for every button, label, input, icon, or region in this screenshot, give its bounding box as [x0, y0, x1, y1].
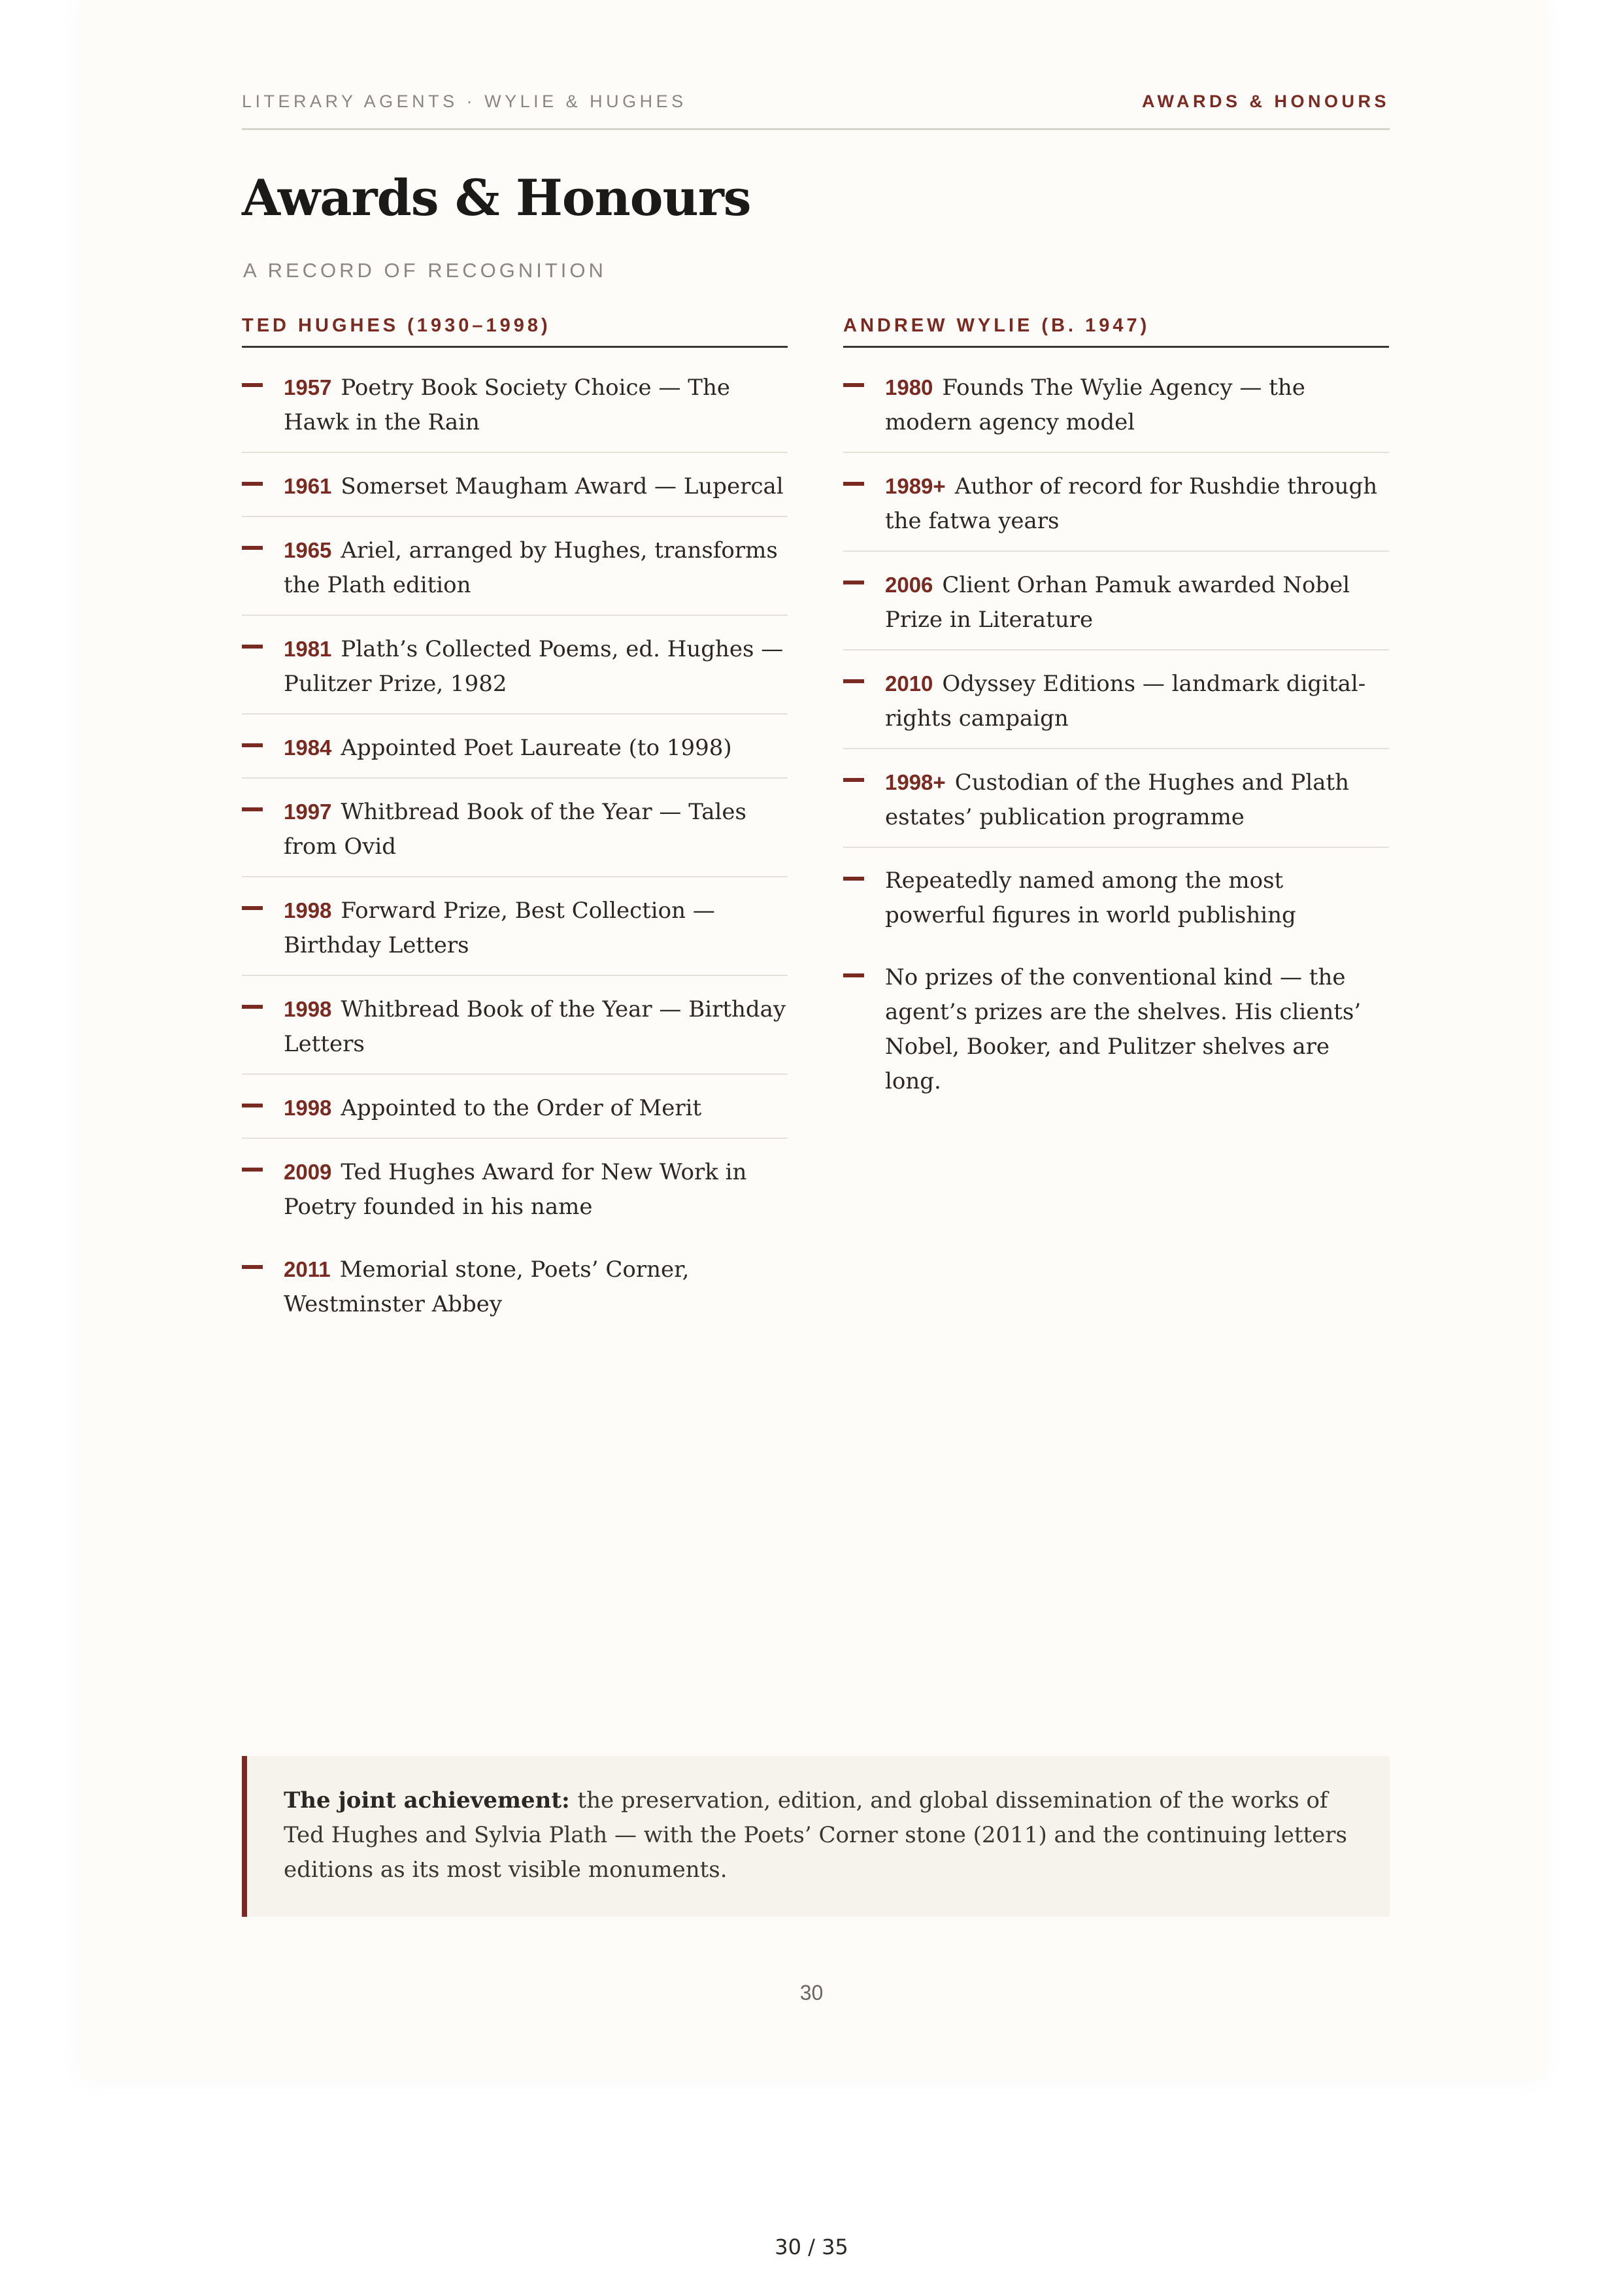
awards-list [242, 370, 788, 1334]
dash-marker [843, 482, 864, 486]
running-header-left: LITERARY AGENTS · WYLIE & HUGHES [242, 92, 687, 111]
list-item [843, 666, 1389, 749]
item-text: Repeatedly named among the most powerful figures in world publishing [885, 868, 1296, 928]
ted-hughes-column [242, 315, 788, 1349]
item-text: Memorial stone, Poets’ Corner, Westminster Abbey [284, 1257, 690, 1317]
item-text: Author of record for Rushdie through the fatwa years [885, 473, 1378, 534]
list-item [843, 567, 1389, 650]
callout-lead: The joint achievement: [284, 1787, 578, 1814]
list-item [242, 794, 788, 877]
dash-marker [242, 1005, 263, 1009]
item-year: 1981 [284, 637, 332, 661]
list-item [843, 765, 1389, 848]
item-year: 1989+ [885, 474, 946, 498]
dash-marker [242, 743, 263, 747]
item-year: 1980 [885, 375, 933, 399]
list-item [843, 469, 1389, 552]
item-text: Custodian of the Hughes and Plath estates’ publication programme [885, 769, 1350, 830]
item-text: Somerset Maugham Award — Lupercal [341, 473, 784, 499]
item-year: 1998 [284, 898, 332, 922]
item-year: 1998 [284, 1096, 332, 1120]
column-heading: ANDREW WYLIE (B. 1947) [843, 315, 1389, 348]
item-year: 2011 [284, 1257, 331, 1281]
page-number: 30 [799, 1981, 824, 2004]
item-year: 1984 [284, 735, 332, 760]
list-item [843, 864, 1389, 945]
item-year: 1998 [284, 997, 332, 1021]
list-item [242, 632, 788, 715]
callout-text: the preservation, edition, and global dissemination of the works of Ted Hughes and Sylvia Plath — with the Poets’ Corner stone (2011) and the continuing letters editions as its most visible monuments. [284, 1787, 1347, 1883]
list-item [242, 1252, 788, 1334]
item-year: 2009 [284, 1160, 332, 1184]
page-subtitle: A RECORD OF RECOGNITION [243, 259, 607, 282]
andrew-wylie-column [843, 315, 1389, 1126]
dash-marker [843, 778, 864, 782]
item-text: Poetry Book Society Choice — The Hawk in the Rain [284, 375, 730, 435]
item-text: Whitbread Book of the Year — Tales from Ovid [284, 799, 746, 860]
awards-list [843, 370, 1389, 1111]
item-year: 2006 [885, 573, 933, 597]
item-text: Ariel, arranged by Hughes, transforms the Plath edition [284, 537, 778, 598]
dash-marker [843, 581, 864, 584]
dash-marker [242, 1168, 263, 1172]
list-item [843, 960, 1389, 1111]
item-year: 1957 [284, 375, 332, 399]
dash-marker [242, 807, 263, 811]
running-header [242, 92, 1390, 130]
column-heading: TED HUGHES (1930–1998) [242, 315, 788, 348]
list-item [242, 533, 788, 616]
dash-marker [843, 383, 864, 387]
item-text: Forward Prize, Best Collection — Birthday Letters [284, 898, 715, 958]
item-text: Client Orhan Pamuk awarded Nobel Prize in Literature [885, 572, 1350, 633]
item-text: Ted Hughes Award for New Work in Poetry founded in his name [284, 1159, 747, 1220]
item-text: Appointed Poet Laureate (to 1998) [341, 735, 732, 761]
dash-marker [843, 877, 864, 881]
dash-marker [242, 546, 263, 550]
item-text: Whitbread Book of the Year — Birthday Letters [284, 996, 786, 1057]
running-header-right: AWARDS & HONOURS [1141, 92, 1390, 111]
item-year: 1965 [284, 538, 332, 562]
item-text: Founds The Wylie Agency — the modern agency model [885, 375, 1305, 435]
joint-achievement-callout [242, 1756, 1390, 1917]
dash-marker [242, 482, 263, 486]
list-item [242, 1155, 788, 1236]
item-text: No prizes of the conventional kind — the agent’s prizes are the shelves. His clients’ Nobel, Booker, and Pulitzer shelves are long. [885, 964, 1362, 1094]
dash-marker [242, 1104, 263, 1107]
item-text: Plath’s Collected Poems, ed. Hughes — Pulitzer Prize, 1982 [284, 636, 784, 697]
dash-marker [843, 679, 864, 683]
item-year: 1998+ [885, 770, 946, 794]
dash-marker [242, 1265, 263, 1269]
item-year: 1997 [284, 800, 332, 824]
dash-marker [242, 906, 263, 910]
item-text: Appointed to the Order of Merit [341, 1095, 702, 1121]
page-title: Awards & Honours [242, 169, 751, 227]
list-item [242, 730, 788, 779]
dash-marker [242, 383, 263, 387]
dash-marker [242, 645, 263, 649]
list-item [242, 1090, 788, 1139]
list-item [242, 370, 788, 453]
list-item [843, 370, 1389, 453]
dash-marker [843, 973, 864, 977]
list-item [242, 893, 788, 976]
item-year: 1961 [284, 474, 332, 498]
item-text: Odyssey Editions — landmark digital-rights campaign [885, 671, 1366, 732]
list-item [242, 469, 788, 517]
list-item [242, 992, 788, 1075]
page-counter: 30 / 35 [775, 2235, 848, 2259]
item-year: 2010 [885, 671, 933, 696]
